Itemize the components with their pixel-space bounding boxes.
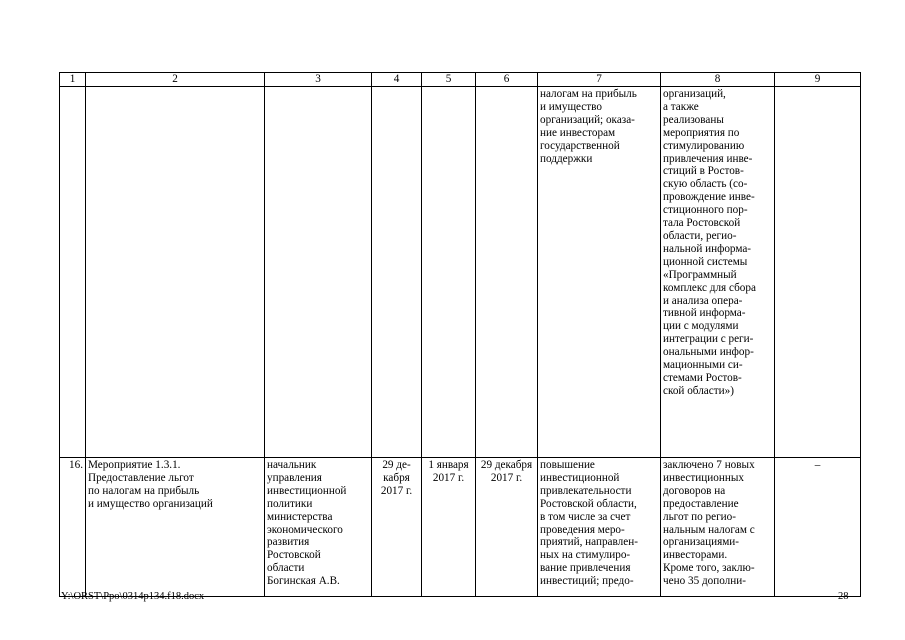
footer-file-path: Y:\ORST\Ppo\0314p134.f18.docx (61, 591, 205, 602)
table-cell (476, 87, 538, 458)
actual-start-date-cell: 1 января 2017 г. (422, 458, 476, 597)
result-expected-cell: повышение инвестиционной привлекательности Ростовской области, в том числе за счет проведения меро- приятий, направлен- ных на стимулиро- вание привлечения инвестиций; предо- (538, 458, 661, 597)
result-actual-cell: заключено 7 новых инвестиционных договоров на предоставление льгот по регио- нальным налогам с организациями- инвесторами. Кроме того, заклю- чено 35 дополни- (661, 458, 775, 597)
table-row (60, 87, 861, 458)
column-number: 6 (476, 73, 538, 87)
column-number: 3 (265, 73, 372, 87)
table-cell (775, 87, 861, 458)
column-number: 8 (661, 73, 775, 87)
table-cell (422, 87, 476, 458)
table-cell (86, 87, 265, 458)
row-number-cell: 16. (60, 458, 86, 597)
table-cell (60, 87, 86, 458)
page-number: 28 (838, 591, 849, 602)
column-number: 1 (60, 73, 86, 87)
table-cell (372, 87, 422, 458)
measure-name-cell: Мероприятие 1.3.1. Предоставление льгот по налогам на прибыль и имущество организаций (86, 458, 265, 597)
column-number: 4 (372, 73, 422, 87)
column-number-row (60, 73, 861, 87)
table-row (60, 458, 861, 597)
responsible-cell: начальник управления инвестиционной политики министерства экономического развития Ростовской области Богинская А.В. (265, 458, 372, 597)
report-table (59, 72, 861, 597)
result-expected-cell: налогам на прибыль и имущество организаций; оказа- ние инвесторам государственной поддержки (538, 87, 661, 458)
column-number: 5 (422, 73, 476, 87)
actual-end-date-cell: 29 декабря 2017 г. (476, 458, 538, 597)
column-number: 2 (86, 73, 265, 87)
table-cell (265, 87, 372, 458)
column-number: 9 (775, 73, 861, 87)
reasons-cell: – (775, 458, 861, 597)
planned-end-date-cell: 29 де- кабря 2017 г. (372, 458, 422, 597)
result-actual-cell: организаций, а также реализованы мероприятия по стимулированию привлечения инве- стиций в Ростов- скую область (со- провождение инве- стиционного пор- тала Ростовской области, регио- нальной информа- ционной системы «Программный комплекс для сбора и анализа опера- тивной информа- ции с модулями интеграции с реги- ональными инфор- мационными си- стемами Ростов- ской области») (661, 87, 775, 458)
column-number: 7 (538, 73, 661, 87)
